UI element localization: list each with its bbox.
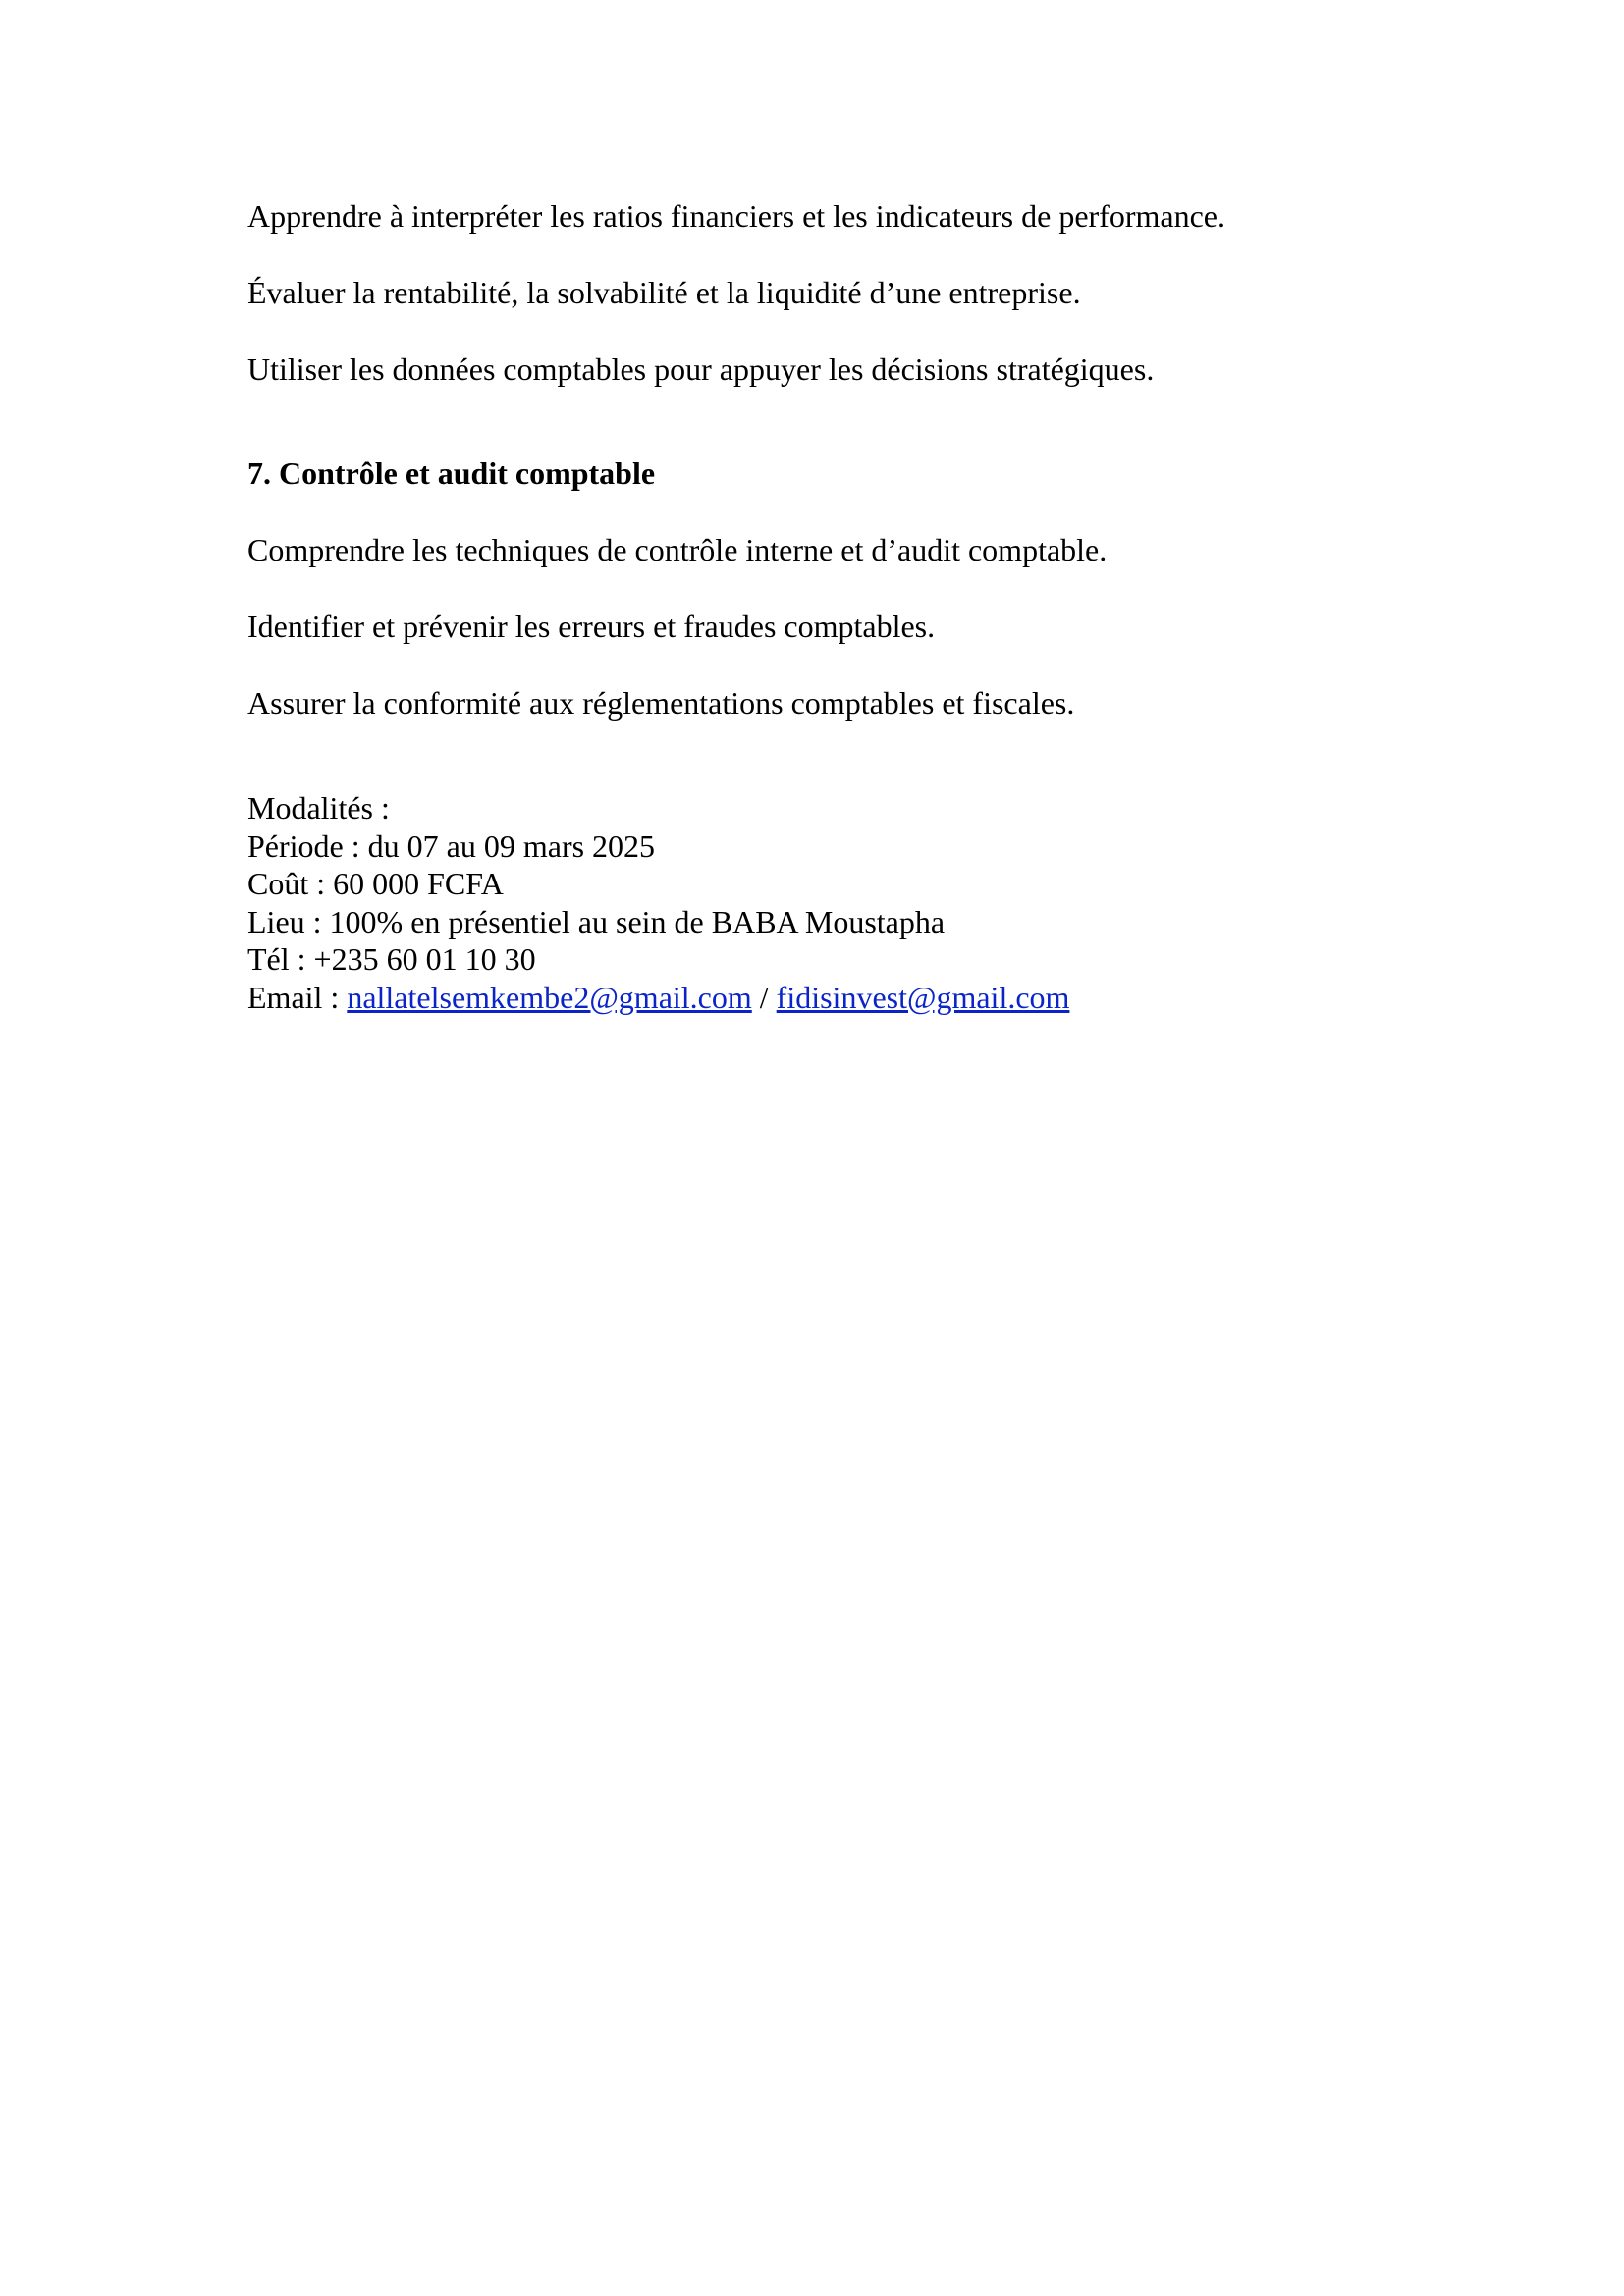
section-item: Identifier et prévenir les erreurs et fraudes comptables. (247, 609, 936, 644)
section-heading: 7. Contrôle et audit comptable (247, 455, 656, 491)
tel-line: Tél : +235 60 01 10 30 (247, 941, 536, 977)
email-line (247, 979, 1377, 1017)
cout-line: Coût : 60 000 FCFA (247, 866, 504, 901)
email-link-1[interactable]: nallatelsemkembe2@gmail.com (347, 979, 752, 1015)
section-item: Assurer la conformité aux réglementations comptables et fiscales. (247, 685, 1075, 721)
objective-item: Apprendre à interpréter les ratios financiers et les indicateurs de performance. (247, 198, 1225, 234)
objective-item: Évaluer la rentabilité, la solvabilité et la liquidité d’une entreprise. (247, 275, 1081, 310)
objective-item: Utiliser les données comptables pour appuyer les décisions stratégiques. (247, 351, 1155, 387)
lieu-line: Lieu : 100% en présentiel au sein de BABA Moustapha (247, 903, 946, 939)
modalites-block (247, 789, 1377, 1016)
email-link-2[interactable]: fidisinvest@gmail.com (776, 979, 1070, 1015)
section-7 (247, 450, 1377, 726)
section-item: Comprendre les techniques de contrôle interne et d’audit comptable. (247, 532, 1108, 567)
modalites-heading: Modalités : (247, 790, 390, 826)
periode-line: Période : du 07 au 09 mars 2025 (247, 828, 656, 864)
email-separator: / (751, 979, 777, 1015)
document-content (247, 192, 1377, 1016)
email-label: Email : (247, 979, 348, 1015)
